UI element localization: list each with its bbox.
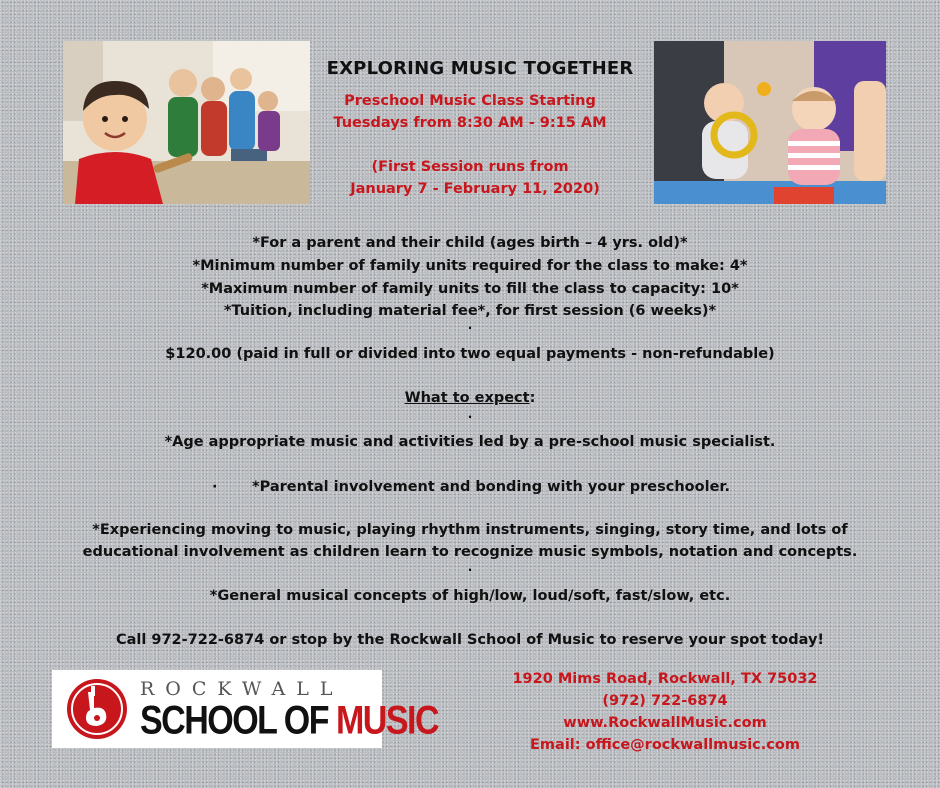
minimum-units-text: *Minimum number of family units required for the class to make: 4* <box>192 258 748 274</box>
price-text: $120.00 (paid in full or divided into two equal payments - non-refundable) <box>165 346 775 362</box>
expect-heading: What to expect <box>404 390 530 406</box>
page-title: EXPLORING MUSIC TOGETHER <box>326 58 634 79</box>
expect-item-experiencing-2: educational involvement as children learn to recognize music symbols, notation and concepts. <box>82 544 858 560</box>
logo-school-of-music-text <box>140 698 439 744</box>
separator-dot: · <box>467 563 473 577</box>
class-time-text: Tuesdays from 8:30 AM - 9:15 AM <box>333 115 607 131</box>
call-to-action: Call 972-722-6874 or stop by the Rockwall School of Music to reserve your spot today! <box>115 632 825 648</box>
expect-item-age: *Age appropriate music and activities led by a pre-school music specialist. <box>164 434 776 450</box>
eligibility-text: *For a parent and their child (ages birth – 4 yrs. old)* <box>252 235 688 251</box>
separator-dot: · <box>467 321 473 335</box>
babies-tambourine-photo <box>654 41 886 204</box>
session-text-line1: (First Session runs from <box>371 159 569 175</box>
logo-rockwall-text: ROCKWALL <box>140 678 344 700</box>
logo-music-text: MUSIC <box>335 698 439 743</box>
session-dates-text: January 7 - February 11, 2020) <box>350 181 600 197</box>
phone-text: (972) 722-6874 <box>602 693 728 709</box>
expect-heading-line <box>0 389 940 407</box>
separator-dot: · <box>467 410 473 424</box>
email-link[interactable]: Email: office@rockwallmusic.com <box>530 737 800 753</box>
logo-school-text: SCHOOL OF <box>140 698 336 743</box>
maximum-units-text: *Maximum number of family units to fill the class to capacity: 10* <box>201 281 739 297</box>
guitar-logo-icon <box>66 678 128 740</box>
expect-heading-colon: : <box>529 390 536 406</box>
expect-item-concepts: *General musical concepts of high/low, loud/soft, fast/slow, etc. <box>209 588 731 604</box>
bullet-dot: · <box>212 479 218 495</box>
expect-item-parental: *Parental involvement and bonding with your preschooler. <box>252 479 730 495</box>
expect-item-experiencing-1: *Experiencing moving to music, playing rhythm instruments, singing, story time, and lots of <box>92 522 848 538</box>
class-start-text: Preschool Music Class Starting <box>344 93 596 109</box>
website-link[interactable]: www.RockwallMusic.com <box>563 715 767 731</box>
tuition-text: *Tuition, including material fee*, for first session (6 weeks)* <box>223 303 717 319</box>
children-music-class-photo <box>63 41 310 204</box>
address-text: 1920 Mims Road, Rockwall, TX 75032 <box>512 671 818 687</box>
